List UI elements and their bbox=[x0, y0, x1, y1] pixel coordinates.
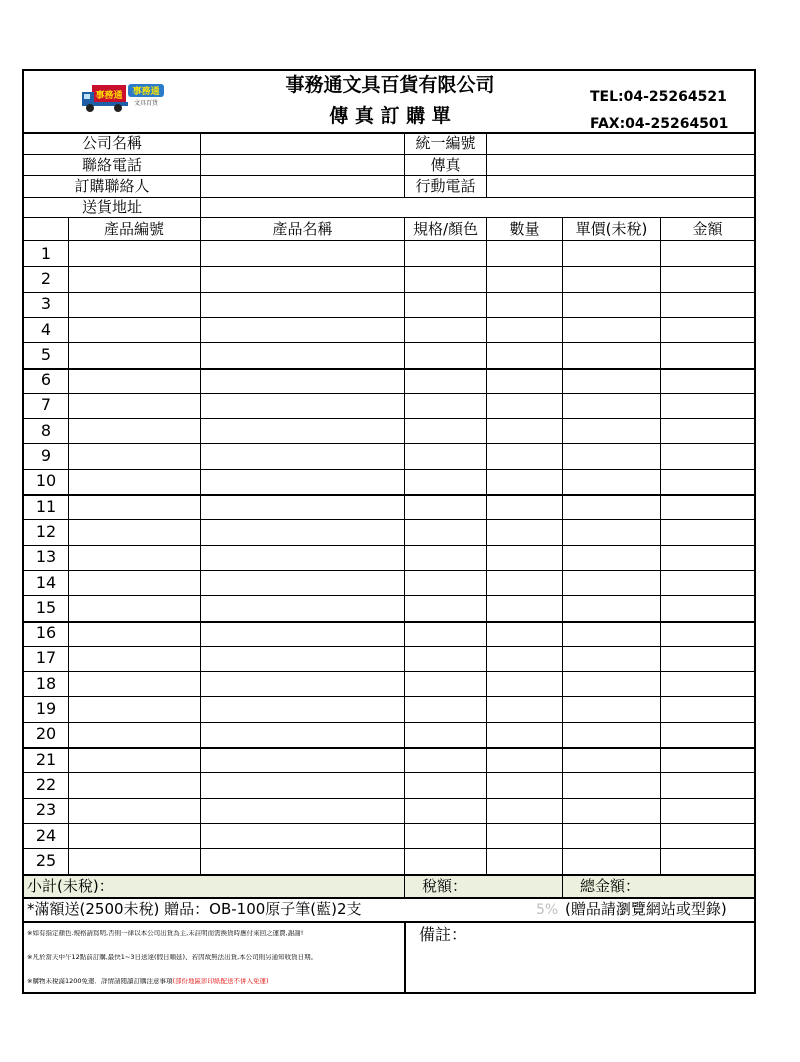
row-number: 14 bbox=[35, 572, 57, 592]
row-number: 4 bbox=[40, 319, 52, 339]
row-code-cell[interactable] bbox=[69, 317, 200, 342]
row-code-cell[interactable] bbox=[69, 772, 200, 797]
row-name-cell[interactable] bbox=[201, 317, 404, 342]
logo-text-badge: 事務通 bbox=[132, 87, 160, 97]
row-price-cell[interactable] bbox=[563, 368, 660, 393]
tel-number: TEL:04-25264521 bbox=[590, 89, 727, 105]
row-number: 1 bbox=[40, 243, 52, 263]
row-spec-cell[interactable] bbox=[405, 848, 486, 873]
row-amount-cell[interactable] bbox=[661, 393, 754, 418]
row-number: 15 bbox=[35, 597, 57, 617]
row-qty-cell[interactable] bbox=[487, 798, 562, 823]
remarks-label: 備註： bbox=[419, 925, 468, 944]
row-number: 24 bbox=[35, 825, 57, 845]
row-amount-cell[interactable] bbox=[661, 494, 754, 519]
row-name-cell[interactable] bbox=[201, 823, 404, 848]
row-spec-cell[interactable] bbox=[405, 798, 486, 823]
row-code-cell[interactable] bbox=[69, 443, 200, 468]
remarks-field[interactable] bbox=[407, 949, 752, 992]
row-code-cell[interactable] bbox=[69, 570, 200, 595]
row-name-cell[interactable] bbox=[201, 848, 404, 873]
row-name-cell[interactable] bbox=[201, 671, 404, 696]
row-code-cell[interactable] bbox=[69, 368, 200, 393]
row-spec-cell[interactable] bbox=[405, 823, 486, 848]
row-amount-cell[interactable] bbox=[661, 342, 754, 367]
contact-field[interactable] bbox=[201, 176, 404, 197]
row-qty-cell[interactable] bbox=[487, 747, 562, 772]
row-price-cell[interactable] bbox=[563, 646, 660, 671]
row-number: 20 bbox=[35, 724, 57, 744]
company-name-label: 公司名稱 bbox=[81, 134, 142, 152]
row-code-cell[interactable] bbox=[69, 722, 200, 747]
row-spec-cell[interactable] bbox=[405, 393, 486, 418]
row-number: 23 bbox=[35, 800, 57, 820]
row-qty-cell[interactable] bbox=[487, 519, 562, 544]
row-code-cell[interactable] bbox=[69, 646, 200, 671]
row-spec-cell[interactable] bbox=[405, 747, 486, 772]
row-price-cell[interactable] bbox=[563, 696, 660, 721]
row-qty-cell[interactable] bbox=[487, 621, 562, 646]
company-name-field[interactable] bbox=[201, 133, 404, 154]
gift-note: (贈品請瀏覽網站或型錄) bbox=[565, 900, 727, 918]
note-line-3 bbox=[27, 978, 401, 985]
row-price-cell[interactable] bbox=[563, 393, 660, 418]
row-price-cell[interactable] bbox=[563, 823, 660, 848]
row-name-cell[interactable] bbox=[201, 595, 404, 620]
row-amount-cell[interactable] bbox=[661, 266, 754, 291]
row-qty-cell[interactable] bbox=[487, 646, 562, 671]
row-spec-cell[interactable] bbox=[405, 722, 486, 747]
row-code-cell[interactable] bbox=[69, 292, 200, 317]
row-name-cell[interactable] bbox=[201, 696, 404, 721]
row-spec-cell[interactable] bbox=[405, 469, 486, 494]
logo-text-sub: 文具百貨 bbox=[133, 100, 159, 107]
totals-row bbox=[24, 875, 754, 897]
row-qty-cell[interactable] bbox=[487, 241, 562, 266]
note-line-2: ※凡於當天中午12點前訂購,最快1~3日送達(假日順延)、若因故無法出貨,本公司則另通知收貨日期。 bbox=[27, 954, 318, 961]
row-amount-cell[interactable] bbox=[661, 519, 754, 544]
row-number: 25 bbox=[35, 850, 57, 870]
tax-rate: 5% bbox=[536, 902, 559, 918]
row-qty-cell[interactable] bbox=[487, 595, 562, 620]
row-name-cell[interactable] bbox=[201, 494, 404, 519]
row-amount-cell[interactable] bbox=[661, 545, 754, 570]
col-header-price: 單價(未稅) bbox=[575, 219, 648, 238]
row-code-cell[interactable] bbox=[69, 266, 200, 291]
row-code-cell[interactable] bbox=[69, 671, 200, 696]
row-amount-cell[interactable] bbox=[661, 443, 754, 468]
grand-total-label: 總金額： bbox=[580, 877, 641, 895]
col-header-spec: 規格/顏色 bbox=[412, 219, 479, 238]
row-price-cell[interactable] bbox=[563, 469, 660, 494]
row-number: 3 bbox=[40, 294, 52, 314]
row-spec-cell[interactable] bbox=[405, 671, 486, 696]
row-code-cell[interactable] bbox=[69, 621, 200, 646]
fax-number: FAX:04-25264501 bbox=[590, 116, 729, 132]
row-qty-cell[interactable] bbox=[487, 671, 562, 696]
row-amount-cell[interactable] bbox=[661, 823, 754, 848]
note-line-1: ※如有指定顏色.規格請寫明,否則一律以本公司出貨為主,未註明而需換貨時應付來回之運費,謝謝! bbox=[27, 930, 304, 937]
row-code-cell[interactable] bbox=[69, 393, 200, 418]
row-amount-cell[interactable] bbox=[661, 469, 754, 494]
row-price-cell[interactable] bbox=[563, 570, 660, 595]
row-number: 21 bbox=[35, 749, 57, 769]
row-price-cell[interactable] bbox=[563, 494, 660, 519]
row-code-cell[interactable] bbox=[69, 823, 200, 848]
row-price-cell[interactable] bbox=[563, 266, 660, 291]
row-spec-cell[interactable] bbox=[405, 418, 486, 443]
row-number: 9 bbox=[40, 446, 52, 466]
col-header-qty: 數量 bbox=[509, 219, 540, 238]
row-amount-cell[interactable] bbox=[661, 772, 754, 797]
mobile-field[interactable] bbox=[487, 176, 754, 197]
row-name-cell[interactable] bbox=[201, 266, 404, 291]
row-spec-cell[interactable] bbox=[405, 342, 486, 367]
row-number: 13 bbox=[35, 547, 57, 567]
row-qty-cell[interactable] bbox=[487, 823, 562, 848]
subtotal-label: 小計(未稅)： bbox=[27, 877, 114, 895]
row-qty-cell[interactable] bbox=[487, 393, 562, 418]
row-number: 22 bbox=[35, 774, 57, 794]
row-number: 8 bbox=[40, 420, 52, 440]
form-title: 傳 真 訂 購 單 bbox=[329, 105, 451, 127]
row-price-cell[interactable] bbox=[563, 621, 660, 646]
row-price-cell[interactable] bbox=[563, 241, 660, 266]
row-amount-cell[interactable] bbox=[661, 418, 754, 443]
row-name-cell[interactable] bbox=[201, 368, 404, 393]
row-price-cell[interactable] bbox=[563, 317, 660, 342]
row-number: 16 bbox=[35, 623, 57, 643]
row-amount-cell[interactable] bbox=[661, 646, 754, 671]
row-name-cell[interactable] bbox=[201, 292, 404, 317]
tax-label: 稅額： bbox=[422, 877, 468, 895]
row-spec-cell[interactable] bbox=[405, 368, 486, 393]
row-code-cell[interactable] bbox=[69, 545, 200, 570]
row-price-cell[interactable] bbox=[563, 418, 660, 443]
address-label: 送貨地址 bbox=[81, 198, 142, 216]
company-name: 事務通文具百貨有限公司 bbox=[285, 74, 495, 96]
row-spec-cell[interactable] bbox=[405, 696, 486, 721]
row-qty-cell[interactable] bbox=[487, 443, 562, 468]
row-code-cell[interactable] bbox=[69, 747, 200, 772]
row-spec-cell[interactable] bbox=[405, 519, 486, 544]
row-price-cell[interactable] bbox=[563, 595, 660, 620]
row-name-cell[interactable] bbox=[201, 469, 404, 494]
row-qty-cell[interactable] bbox=[487, 266, 562, 291]
row-number: 17 bbox=[35, 648, 57, 668]
row-spec-cell[interactable] bbox=[405, 241, 486, 266]
row-amount-cell[interactable] bbox=[661, 292, 754, 317]
row-amount-cell[interactable] bbox=[661, 368, 754, 393]
row-spec-cell[interactable] bbox=[405, 317, 486, 342]
col-header-code: 產品編號 bbox=[103, 219, 164, 238]
row-spec-cell[interactable] bbox=[405, 646, 486, 671]
row-spec-cell[interactable] bbox=[405, 494, 486, 519]
row-code-cell[interactable] bbox=[69, 494, 200, 519]
row-code-cell[interactable] bbox=[69, 595, 200, 620]
row-code-cell[interactable] bbox=[69, 696, 200, 721]
row-name-cell[interactable] bbox=[201, 621, 404, 646]
tax-id-field[interactable] bbox=[487, 133, 754, 154]
mobile-label: 行動電話 bbox=[415, 177, 476, 195]
row-qty-cell[interactable] bbox=[487, 848, 562, 873]
row-code-cell[interactable] bbox=[69, 469, 200, 494]
row-name-cell[interactable] bbox=[201, 722, 404, 747]
row-number: 6 bbox=[40, 370, 52, 390]
row-spec-cell[interactable] bbox=[405, 292, 486, 317]
note-line-3-text: ※購物未稅滿1200免運．詳情請閱讀訂購注意事項 bbox=[27, 978, 173, 985]
row-price-cell[interactable] bbox=[563, 342, 660, 367]
row-number: 2 bbox=[40, 268, 52, 288]
row-qty-cell[interactable] bbox=[487, 494, 562, 519]
col-header-amount: 金額 bbox=[692, 219, 723, 238]
row-price-cell[interactable] bbox=[563, 848, 660, 873]
row-number: 10 bbox=[35, 471, 57, 491]
row-code-cell[interactable] bbox=[69, 418, 200, 443]
row-price-cell[interactable] bbox=[563, 292, 660, 317]
row-name-cell[interactable] bbox=[201, 418, 404, 443]
row-number: 18 bbox=[35, 673, 57, 693]
contact-label: 訂購聯絡人 bbox=[74, 177, 150, 195]
row-name-cell[interactable] bbox=[201, 772, 404, 797]
note-line-3-red: (部份地區影印紙配送不併入免運) bbox=[172, 978, 269, 985]
row-spec-cell[interactable] bbox=[405, 595, 486, 620]
row-name-cell[interactable] bbox=[201, 570, 404, 595]
fax-label: 傳真 bbox=[430, 155, 461, 174]
row-code-cell[interactable] bbox=[69, 848, 200, 873]
row-qty-cell[interactable] bbox=[487, 317, 562, 342]
row-price-cell[interactable] bbox=[563, 772, 660, 797]
row-amount-cell[interactable] bbox=[661, 570, 754, 595]
row-price-cell[interactable] bbox=[563, 722, 660, 747]
address-field[interactable] bbox=[201, 198, 754, 217]
row-amount-cell[interactable] bbox=[661, 595, 754, 620]
row-qty-cell[interactable] bbox=[487, 292, 562, 317]
row-name-cell[interactable] bbox=[201, 443, 404, 468]
row-price-cell[interactable] bbox=[563, 798, 660, 823]
row-code-cell[interactable] bbox=[69, 342, 200, 367]
row-price-cell[interactable] bbox=[563, 443, 660, 468]
order-form bbox=[22, 69, 756, 994]
row-amount-cell[interactable] bbox=[661, 747, 754, 772]
row-qty-cell[interactable] bbox=[487, 545, 562, 570]
row-amount-cell[interactable] bbox=[661, 671, 754, 696]
logo-text-main: 事務通 bbox=[95, 91, 123, 101]
row-number: 5 bbox=[40, 344, 52, 364]
row-code-cell[interactable] bbox=[69, 241, 200, 266]
row-code-cell[interactable] bbox=[69, 519, 200, 544]
row-amount-cell[interactable] bbox=[661, 798, 754, 823]
row-price-cell[interactable] bbox=[563, 747, 660, 772]
row-amount-cell[interactable] bbox=[661, 621, 754, 646]
fax-field[interactable] bbox=[487, 155, 754, 175]
row-name-cell[interactable] bbox=[201, 342, 404, 367]
row-spec-cell[interactable] bbox=[405, 545, 486, 570]
row-qty-cell[interactable] bbox=[487, 696, 562, 721]
promo-offer: *滿額送(2500未稅) 贈品：OB-100原子筆(藍)2支 bbox=[27, 900, 362, 918]
row-spec-cell[interactable] bbox=[405, 570, 486, 595]
row-price-cell[interactable] bbox=[563, 671, 660, 696]
phone-field[interactable] bbox=[201, 155, 404, 175]
row-name-cell[interactable] bbox=[201, 646, 404, 671]
row-price-cell[interactable] bbox=[563, 545, 660, 570]
row-number: 7 bbox=[40, 395, 52, 415]
tax-id-label: 統一編號 bbox=[415, 134, 476, 152]
row-number: 12 bbox=[35, 521, 57, 541]
row-name-cell[interactable] bbox=[201, 747, 404, 772]
row-spec-cell[interactable] bbox=[405, 772, 486, 797]
row-qty-cell[interactable] bbox=[487, 570, 562, 595]
row-amount-cell[interactable] bbox=[661, 848, 754, 873]
row-number: 11 bbox=[35, 496, 57, 516]
row-name-cell[interactable] bbox=[201, 241, 404, 266]
row-name-cell[interactable] bbox=[201, 545, 404, 570]
row-qty-cell[interactable] bbox=[487, 418, 562, 443]
row-qty-cell[interactable] bbox=[487, 342, 562, 367]
row-amount-cell[interactable] bbox=[661, 722, 754, 747]
row-qty-cell[interactable] bbox=[487, 722, 562, 747]
row-amount-cell[interactable] bbox=[661, 696, 754, 721]
row-price-cell[interactable] bbox=[563, 519, 660, 544]
phone-label: 聯絡電話 bbox=[81, 155, 142, 174]
row-code-cell[interactable] bbox=[69, 798, 200, 823]
col-header-name: 產品名稱 bbox=[272, 219, 333, 238]
row-spec-cell[interactable] bbox=[405, 621, 486, 646]
row-spec-cell[interactable] bbox=[405, 443, 486, 468]
row-name-cell[interactable] bbox=[201, 519, 404, 544]
row-name-cell[interactable] bbox=[201, 393, 404, 418]
row-qty-cell[interactable] bbox=[487, 469, 562, 494]
row-spec-cell[interactable] bbox=[405, 266, 486, 291]
row-number: 19 bbox=[35, 699, 57, 719]
company-logo bbox=[80, 82, 172, 114]
row-name-cell[interactable] bbox=[201, 798, 404, 823]
row-qty-cell[interactable] bbox=[487, 772, 562, 797]
row-qty-cell[interactable] bbox=[487, 368, 562, 393]
row-amount-cell[interactable] bbox=[661, 241, 754, 266]
row-amount-cell[interactable] bbox=[661, 317, 754, 342]
